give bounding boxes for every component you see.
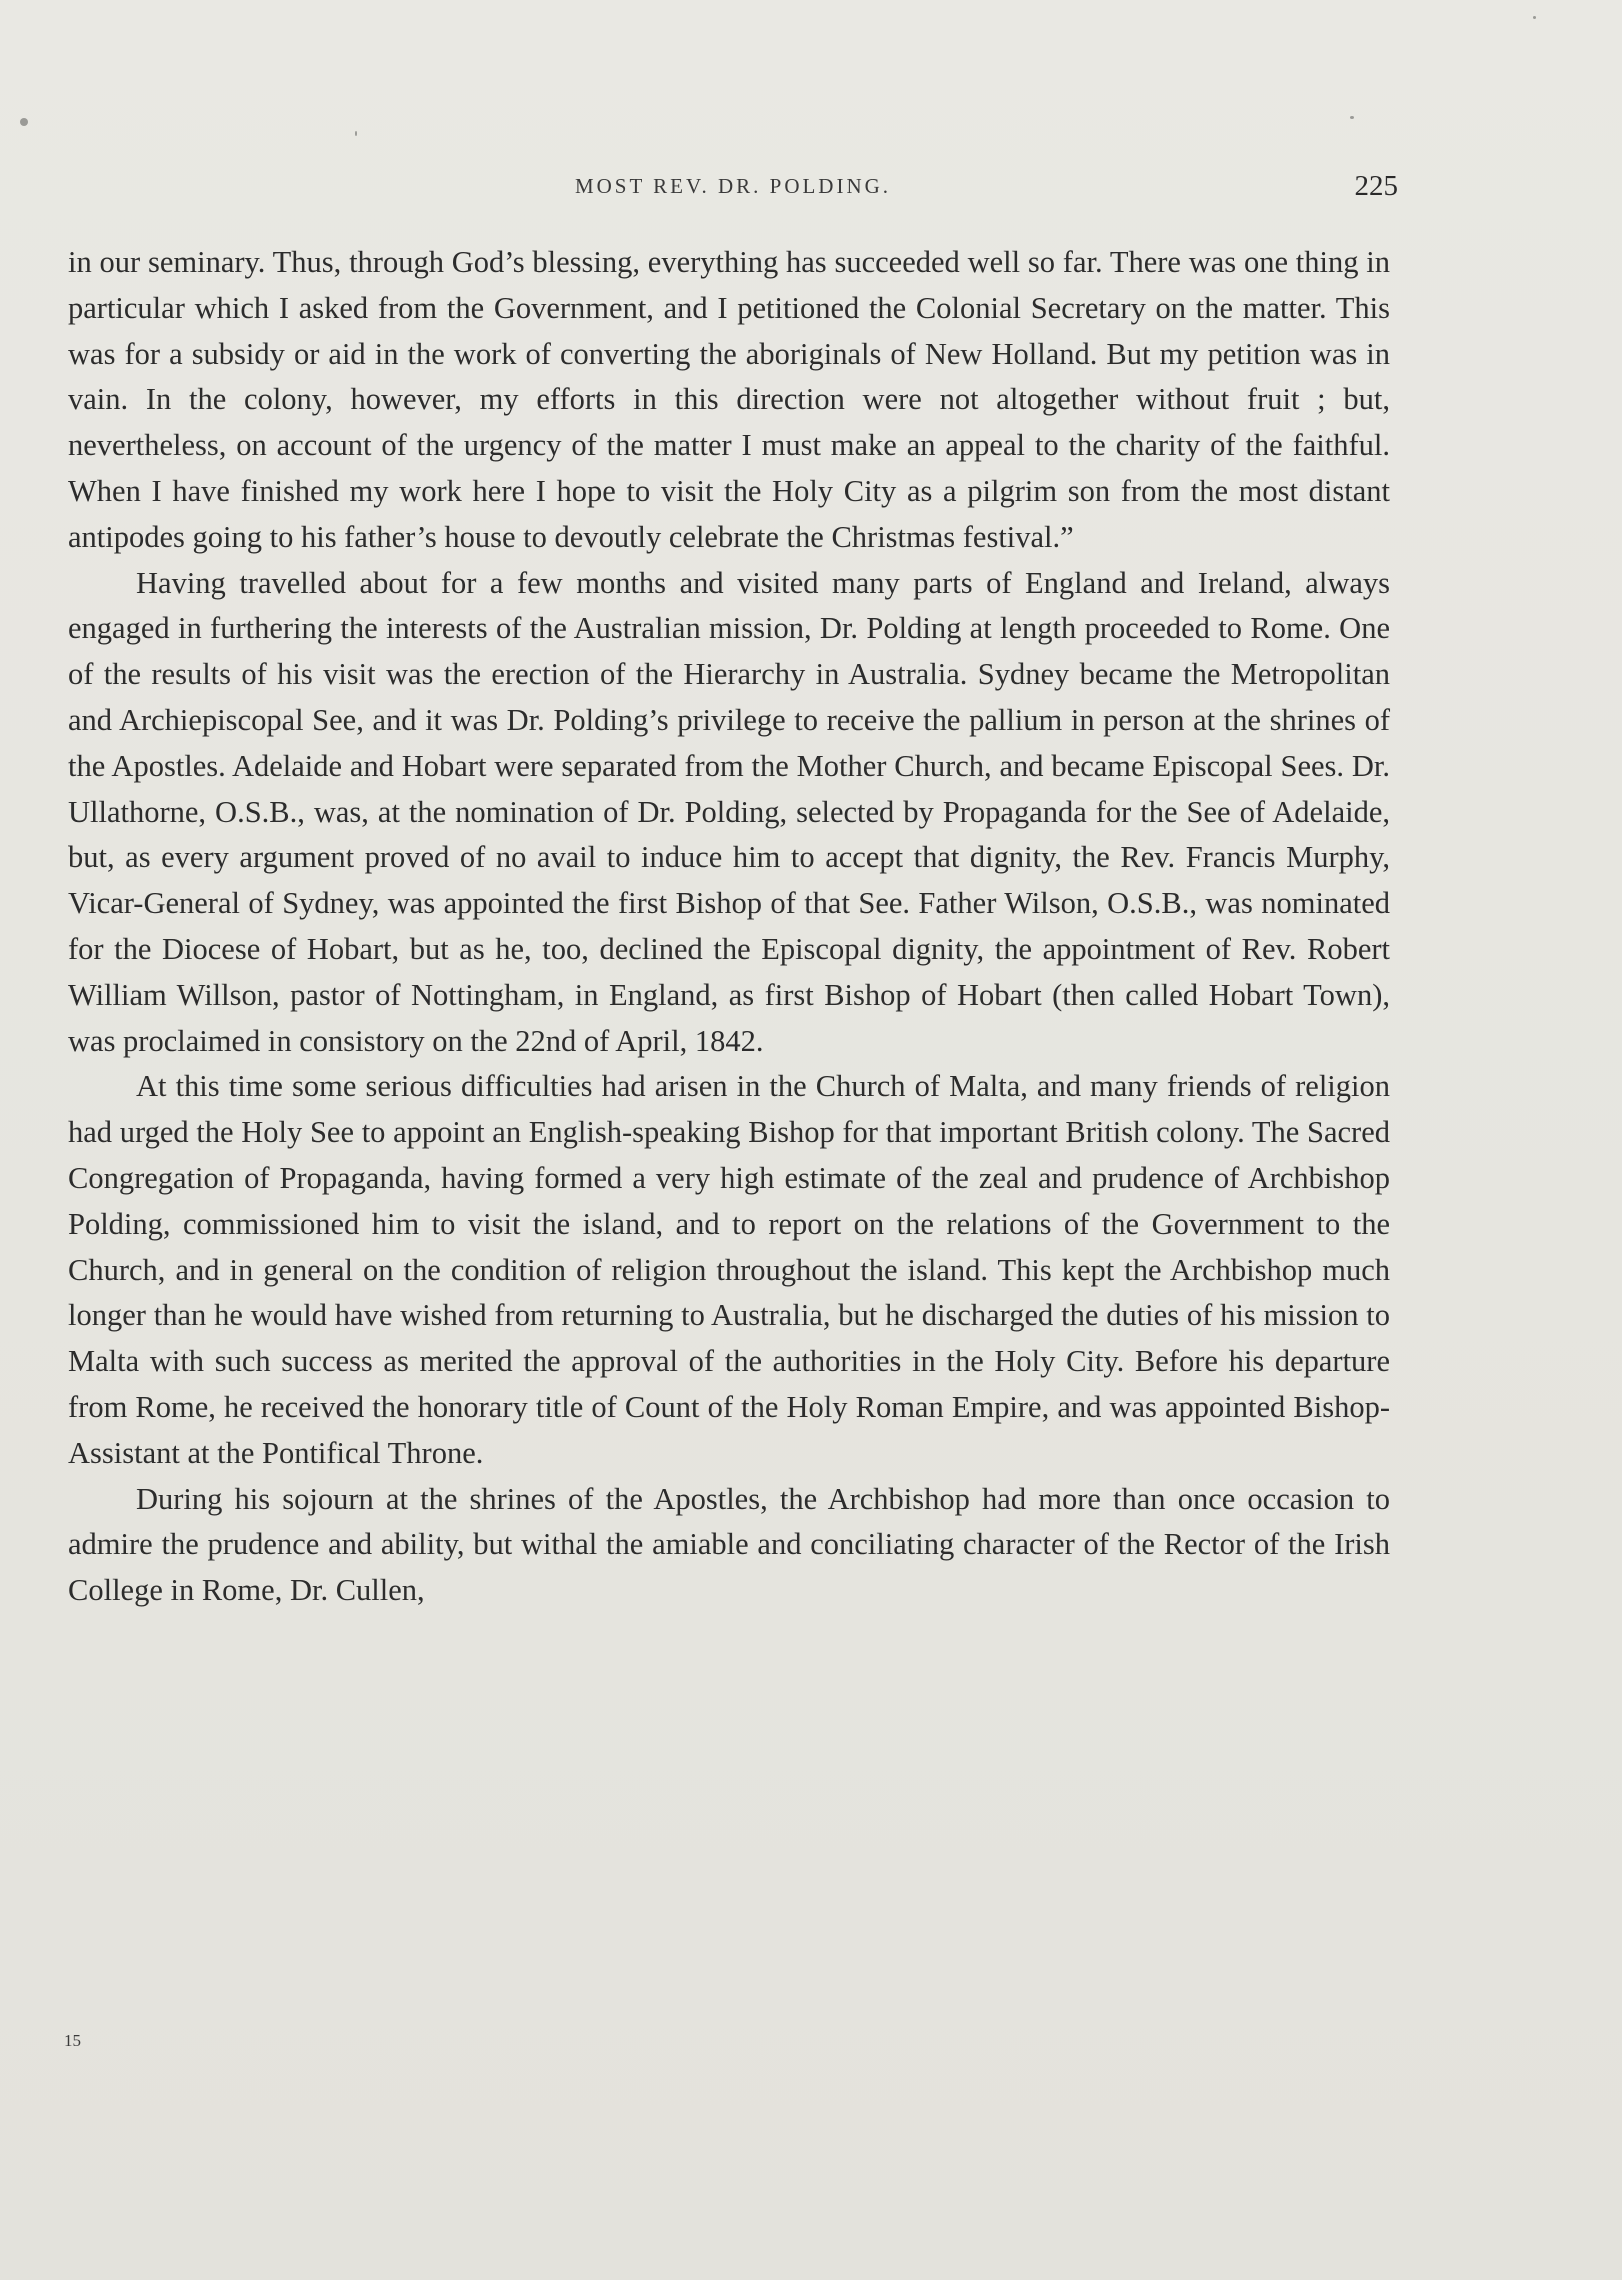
paragraph: During his sojourn at the shrines of the Apostles, the Archbishop had more than once occasion to admire the prudence and ability, but withal the amiable and conciliating character of the Rector of the Irish College in Rome, Dr. Cullen, [68,1481,1390,1608]
paper-speck [1350,116,1354,119]
paragraph-continued: in our seminary. Thus, through God’s blessing, everything has succeeded well so far. There was one thing in particular which I asked from the Government, and I petitioned the Colonial Secretary on the matter. This was for a subsidy or aid in the work of converting the aboriginals of New Holland. But my petition was in vain. In the colony, however, my efforts in this direction were not altogether without fruit ; but, nevertheless, on account of the urgency of the matter I must make an appeal to the charity of the faithful. When I have finished my work here I hope to visit the Holy City as a pilgrim son from the most distant antipodes going to his father’s house to devoutly celebrate the Christmas festival.” [68,245,1390,554]
paper-speck [355,131,357,136]
running-title: MOST REV. DR. POLDING. [574,174,892,198]
paragraph: Having travelled about for a few months and visited many parts of England and Ireland, always engaged in furthering the interests of the Australian mission, Dr. Polding at length proceeded to Rome. One of the results of his visit was the erection of the Hierarchy in Australia. Sydney became the Metropolitan and Archiepiscopal See, and it was Dr. Polding’s privilege to receive the pallium in person at the shrines of the Apostles. Adelaide and Hobart were separated from the Mother Church, and became Episcopal Sees. Dr. Ullathorne, O.S.B., was, at the nomination of Dr. Polding, selected by Propaganda for the See of Adelaide, but, as every argument proved of no avail to induce him to accept that dignity, the Rev. Francis Murphy, Vicar-General of Sydney, was appointed the first Bishop of that See. Father Wilson, O.S.B., was nominated for the Diocese of Hobart, but as he, too, declined the Episcopal dignity, the appointment of Rev. Robert William Willson, pastor of Nottingham, in England, as first Bishop of Hobart (then called Hobart Town), was proclaimed in consistory on the 22nd of April, 1842. [68,565,1390,1058]
signature-mark: 15 [64,2031,81,2050]
paper-speck [1533,16,1536,19]
paragraph: At this time some serious difficulties had arisen in the Church of Malta, and many friends of religion had urged the Holy See to appoint an English-speaking Bishop for that important British colony. The Sacred Congregation of Propaganda, having formed a very high estimate of the zeal and prudence of Archbishop Polding, commissioned him to visit the island, and to report on the relations of the Government to the Church, and in general on the condition of religion throughout the island. This kept the Archbishop much longer than he would have wished from returning to Australia, but he discharged the duties of his mission to Malta with such success as merited the approval of the authorities in the Holy City. Before his departure from Rome, he received the honorary title of Count of the Holy Roman Empire, and was appointed Bishop-Assistant at the Pontifical Throne. [68,1069,1390,1470]
page-number: 225 [1354,170,1398,202]
running-head [68,170,1398,204]
paper-speck [20,118,28,126]
body-text [68,240,1390,1614]
